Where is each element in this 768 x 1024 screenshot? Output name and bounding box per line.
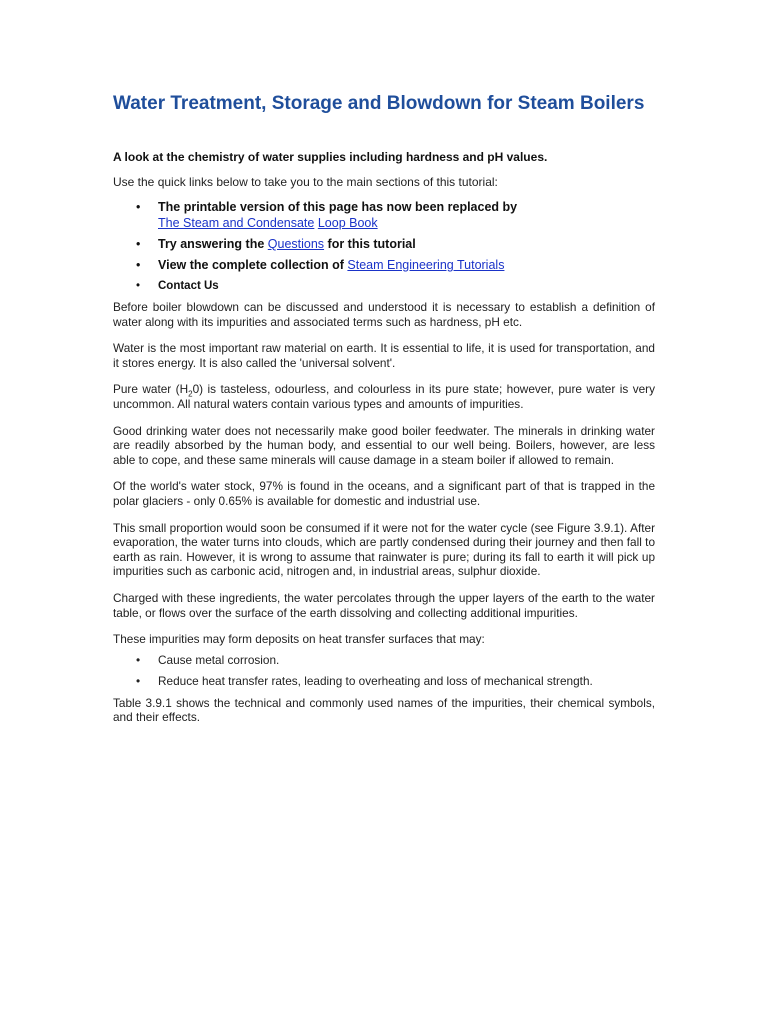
quick-link-item-contact[interactable]	[113, 278, 673, 294]
paragraph-text: 0) is tasteless, odourless, and colourless in its pure state; however, pure water is very uncommon. All natural waters contain various types and amounts of impurities.	[113, 382, 655, 411]
quick-link-item-printable	[113, 199, 673, 231]
bullet-icon: •	[136, 200, 141, 214]
steam-engineering-tutorials-link[interactable]: Steam Engineering Tutorials	[347, 258, 505, 272]
bullet-icon: •	[136, 280, 141, 292]
bullet-icon: •	[136, 258, 141, 272]
paragraph: Of the world's water stock, 97% is found in the oceans, and a significant part of that is trapped in the polar glaciers - only 0.65% is available for domestic and industrial use.	[113, 479, 655, 508]
paragraph: Charged with these ingredients, the water percolates through the upper layers of the earth to the water table, or flows over the surface of the earth dissolving and collecting additional impurities.	[113, 590, 655, 620]
list-item-text: Cause metal corrosion.	[158, 652, 280, 667]
paragraph: Before boiler blowdown can be discussed and understood it is necessary to establish a definition of water along with its impurities and associated terms such as hardness, pH etc.	[113, 300, 655, 329]
questions-link[interactable]: Questions	[267, 237, 325, 251]
steam-condensate-link[interactable]: The Steam and Condensate	[158, 216, 315, 230]
loop-book-link[interactable]: Loop Book	[317, 216, 378, 230]
quick-link-item-tutorials	[113, 257, 673, 273]
article-body	[113, 300, 655, 737]
quick-link-text: for this tutorial	[327, 237, 416, 251]
paragraph: These impurities may form deposits on heat transfer surfaces that may:	[113, 632, 485, 647]
list-item-text: Reduce heat transfer rates, leading to overheating and loss of mechanical strength.	[158, 674, 593, 689]
list-item	[113, 653, 655, 668]
impurity-effects-list	[113, 653, 655, 689]
paragraph	[113, 382, 655, 411]
quick-link-text: Try answering the	[158, 237, 265, 251]
quick-link-text: The printable version of this page has now been replaced by	[158, 200, 518, 214]
contact-us-link[interactable]: Contact Us	[158, 280, 219, 292]
quick-link-item-questions	[113, 236, 673, 252]
paragraph-text: Pure water (H	[113, 382, 189, 397]
bullet-icon: •	[136, 674, 141, 689]
paragraph: Good drinking water does not necessarily make good boiler feedwater. The minerals in drinking water are readily absorbed by the human body, and essential to our well being. Boilers, however, are less able to cope, and these same minerals will cause damage in a steam boiler if allowed to remain.	[113, 423, 655, 467]
intro-text: Use the quick links below to take you to the main sections of this tutorial:	[113, 175, 498, 189]
quick-link-text: View the complete collection of	[158, 258, 344, 272]
page-subtitle: A look at the chemistry of water supplies including hardness and pH values.	[113, 150, 548, 164]
subscript: 2	[188, 389, 193, 399]
list-item	[113, 674, 655, 689]
bullet-icon: •	[136, 652, 141, 667]
page-title: Water Treatment, Storage and Blowdown for Steam Boilers	[113, 93, 645, 114]
bullet-icon: •	[136, 237, 141, 251]
paragraph: Water is the most important raw material on earth. It is essential to life, it is used for transportation, and it stores energy. It is also called the 'universal solvent'.	[113, 341, 655, 370]
paragraph: Table 3.9.1 shows the technical and commonly used names of the impurities, their chemical symbols, and their effects.	[113, 695, 655, 725]
quick-links-list	[113, 199, 673, 299]
paragraph: This small proportion would soon be consumed if it were not for the water cycle (see Figure 3.9.1). After evaporation, the water turns into clouds, which are partly condensed during their journey and then fall to earth as rain. However, it is wrong to assume that rainwater is pure; during its fall to earth it will pick up impurities such as carbonic acid, nitrogen and, in industrial areas, sulphur dioxide.	[113, 520, 655, 579]
